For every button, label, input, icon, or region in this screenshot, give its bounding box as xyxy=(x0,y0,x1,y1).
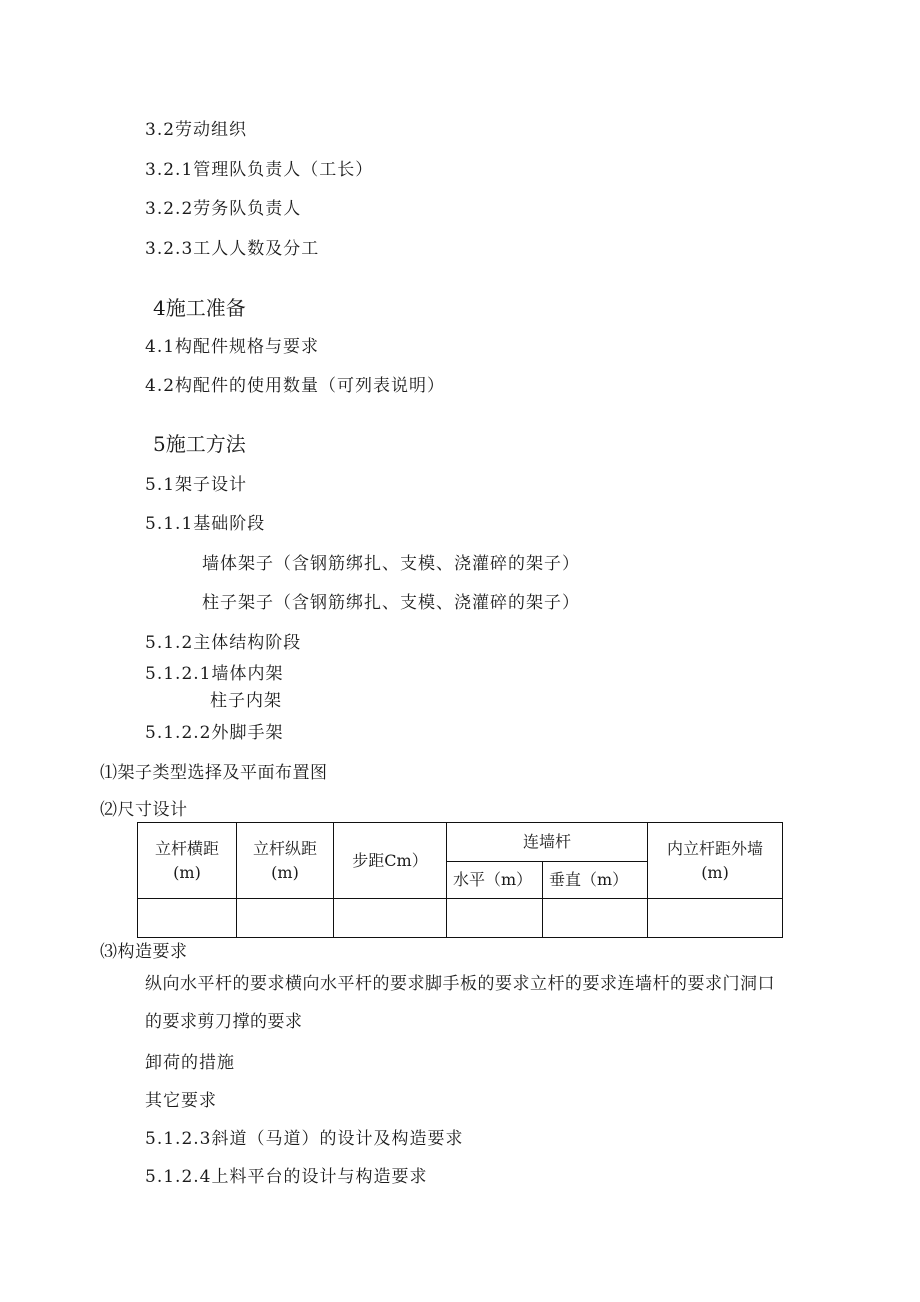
table-cell xyxy=(447,899,543,938)
item-2-dimension-design: ⑵尺寸设计 xyxy=(100,800,188,820)
section-5-1-2-2: 5.1.2.2外脚手架 xyxy=(145,723,284,743)
header-pole-longitudinal-spacing xyxy=(237,823,334,899)
column-inner-frame: 柱子内架 xyxy=(210,691,282,711)
header-inner-pole-label: 内立杆距外墙 xyxy=(667,838,764,858)
item-1-scaffold-type: ⑴架子类型选择及平面布置图 xyxy=(100,763,328,783)
section-5-1-2-4: 5.1.2.4上料平台的设计与构造要求 xyxy=(145,1167,428,1187)
section-3-2-3: 3.2.3工人人数及分工 xyxy=(145,239,320,259)
table-cell xyxy=(138,899,237,938)
header-pole-transverse-spacing xyxy=(138,823,237,899)
header-step-distance-label: 步距Cm） xyxy=(352,850,428,870)
header-pole-longitudinal-label: 立杆纵距 xyxy=(252,838,317,858)
table-cell xyxy=(543,899,648,938)
section-3-2-1: 3.2.1管理队负责人（工长） xyxy=(145,160,374,180)
heading-4: 4施工准备 xyxy=(153,296,246,320)
header-pole-transverse-unit: (m) xyxy=(173,862,201,882)
header-inner-pole-unit: (m) xyxy=(701,862,729,882)
section-5-1-2-3: 5.1.2.3斜道（马道）的设计及构造要求 xyxy=(145,1129,464,1149)
other-requirements: 其它要求 xyxy=(145,1091,217,1111)
heading-5: 5施工方法 xyxy=(153,432,246,456)
section-5-1-2: 5.1.2主体结构阶段 xyxy=(145,633,302,653)
dimension-table xyxy=(137,822,783,938)
section-4-2: 4.2构配件的使用数量（可列表说明） xyxy=(145,376,446,396)
header-step-distance xyxy=(334,823,447,899)
section-3-2-2: 3.2.2劳务队负责人 xyxy=(145,199,302,219)
header-wall-ties-label: 连墙杆 xyxy=(523,832,572,851)
header-wall-ties xyxy=(447,823,648,862)
section-5-1-2-1: 5.1.2.1墙体内架 xyxy=(145,664,284,684)
requirements-paragraph-line-2: 的要求剪刀撑的要求 xyxy=(145,1012,303,1032)
section-5-1: 5.1架子设计 xyxy=(145,475,248,495)
wall-scaffold-item: 墙体架子（含钢筋绑扎、支模、浇灌碎的架子） xyxy=(202,554,580,574)
table-cell xyxy=(648,899,783,938)
section-5-1-1: 5.1.1基础阶段 xyxy=(145,514,266,534)
column-scaffold-item: 柱子架子（含钢筋绑扎、支模、浇灌碎的架子） xyxy=(202,593,580,613)
table-cell xyxy=(334,899,447,938)
section-3-2: 3.2劳动组织 xyxy=(145,120,248,140)
unloading-measures: 卸荷的措施 xyxy=(145,1053,235,1073)
requirements-paragraph-line-1: 纵向水平杆的要求横向水平杆的要求脚手板的要求立杆的要求连墙杆的要求门洞口 xyxy=(145,974,775,994)
item-3-structural-requirements: ⑶构造要求 xyxy=(100,942,188,962)
table-cell xyxy=(237,899,334,938)
header-vertical: 垂直（m） xyxy=(543,862,648,899)
header-horizontal: 水平（m） xyxy=(447,862,543,899)
section-4-1: 4.1构配件规格与要求 xyxy=(145,337,320,357)
header-inner-pole-to-wall xyxy=(648,823,783,899)
header-pole-longitudinal-unit: (m) xyxy=(271,862,299,882)
header-pole-transverse-label: 立杆横距 xyxy=(154,838,219,858)
